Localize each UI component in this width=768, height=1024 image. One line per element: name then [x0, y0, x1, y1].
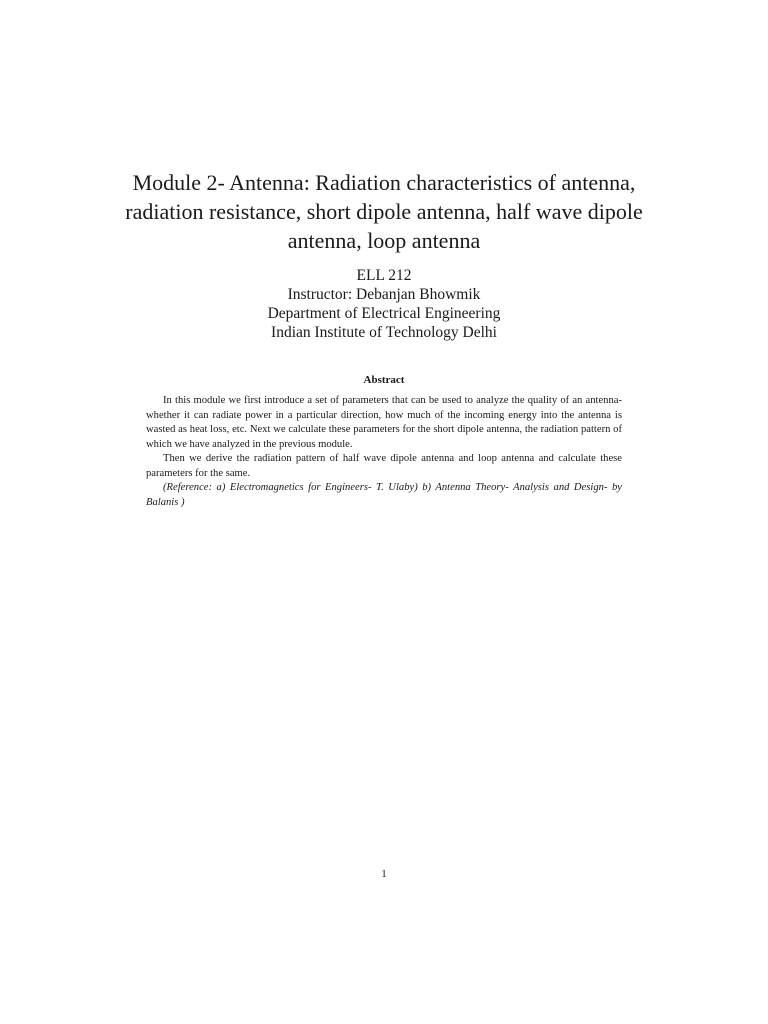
abstract-paragraph-1: In this module we first introduce a set of parameters that can be used to analyze the quality of an antenna- whether it can radiate power in a particular direction, how much of the incoming energy into the antenna is wasted as heat loss, etc. Next we calculate these parameters for the short dipole antenna, the radiation pattern of which we have analyzed in the previous module.	[146, 395, 622, 450]
page-number: 1	[381, 868, 387, 880]
title-line-1: Module 2- Antenna: Radiation characteristics of antenna,	[132, 170, 636, 195]
abstract-body	[146, 394, 622, 510]
abstract-heading: Abstract	[363, 374, 405, 386]
abstract-paragraph-2: Then we derive the radiation pattern of half wave dipole antenna and loop antenna and calculate these parameters for the same.	[146, 453, 622, 479]
title-line-3: antenna, loop antenna	[287, 228, 481, 253]
author-block	[150, 266, 618, 342]
document-title	[100, 168, 668, 255]
abstract-reference: (Reference: a) Electromagnetics for Engineers- T. Ulaby) b) Antenna Theory- Analysis and Design- by Balanis )	[146, 482, 622, 508]
department-name: Department of Electrical Engineering	[267, 305, 501, 322]
course-code: ELL 212	[356, 267, 412, 284]
title-line-2: radiation resistance, short dipole antenna, half wave dipole	[125, 199, 643, 224]
institute-name: Indian Institute of Technology Delhi	[271, 324, 497, 341]
instructor-name: Instructor: Debanjan Bhowmik	[287, 286, 481, 303]
